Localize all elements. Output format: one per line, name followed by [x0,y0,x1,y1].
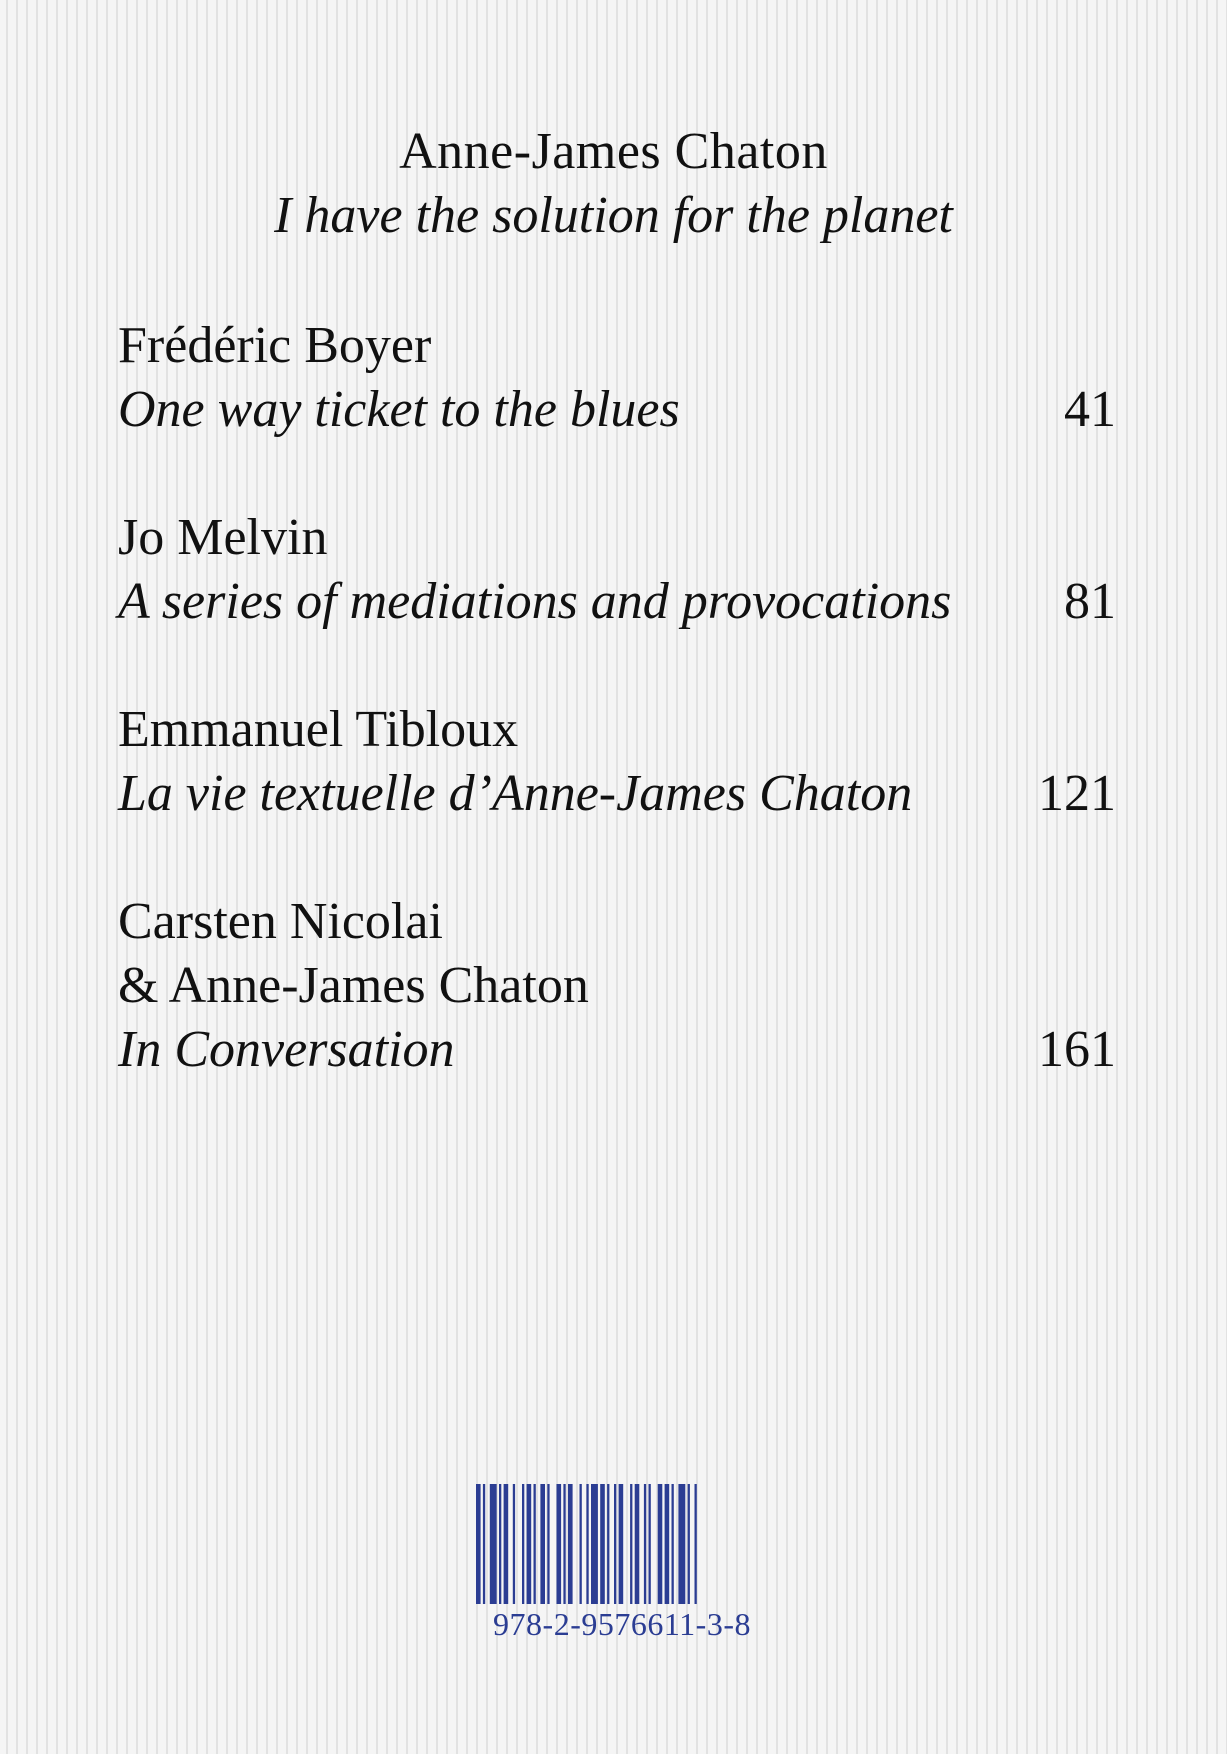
entry-page-number: 81 [1064,573,1116,630]
contents-entry [118,314,1116,442]
entry-row [118,378,1116,442]
entry-row [118,570,1116,634]
header [0,120,1227,248]
entry-coauthor: & Anne-James Chaton [118,957,589,1014]
isbn-number: 978-2-9576611-3-8 [493,1606,751,1642]
contents-entry [118,890,1116,1082]
header-title: I have the solution for the planet [274,187,953,244]
barcode [462,1484,782,1642]
entry-row [118,762,1116,826]
entry-author: Carsten Nicolai [118,893,443,950]
entry-page-number: 161 [1038,1021,1116,1078]
entry-title: One way ticket to the blues [118,381,680,438]
entry-author: Jo Melvin [118,509,328,566]
barcode-icon [472,1484,772,1604]
header-author: Anne-James Chaton [399,123,828,180]
entry-page-number: 41 [1064,381,1116,438]
entry-title: In Conversation [118,1021,455,1078]
contents-entry [118,698,1116,826]
entry-author: Frédéric Boyer [118,317,432,374]
entry-title: A series of mediations and provocations [118,573,952,630]
entry-author: Emmanuel Tibloux [118,701,519,758]
contents-entry [118,506,1116,634]
entry-page-number: 121 [1038,765,1116,822]
entry-title: La vie textuelle d’Anne-James Chaton [118,765,913,822]
entry-row [118,1018,1116,1082]
